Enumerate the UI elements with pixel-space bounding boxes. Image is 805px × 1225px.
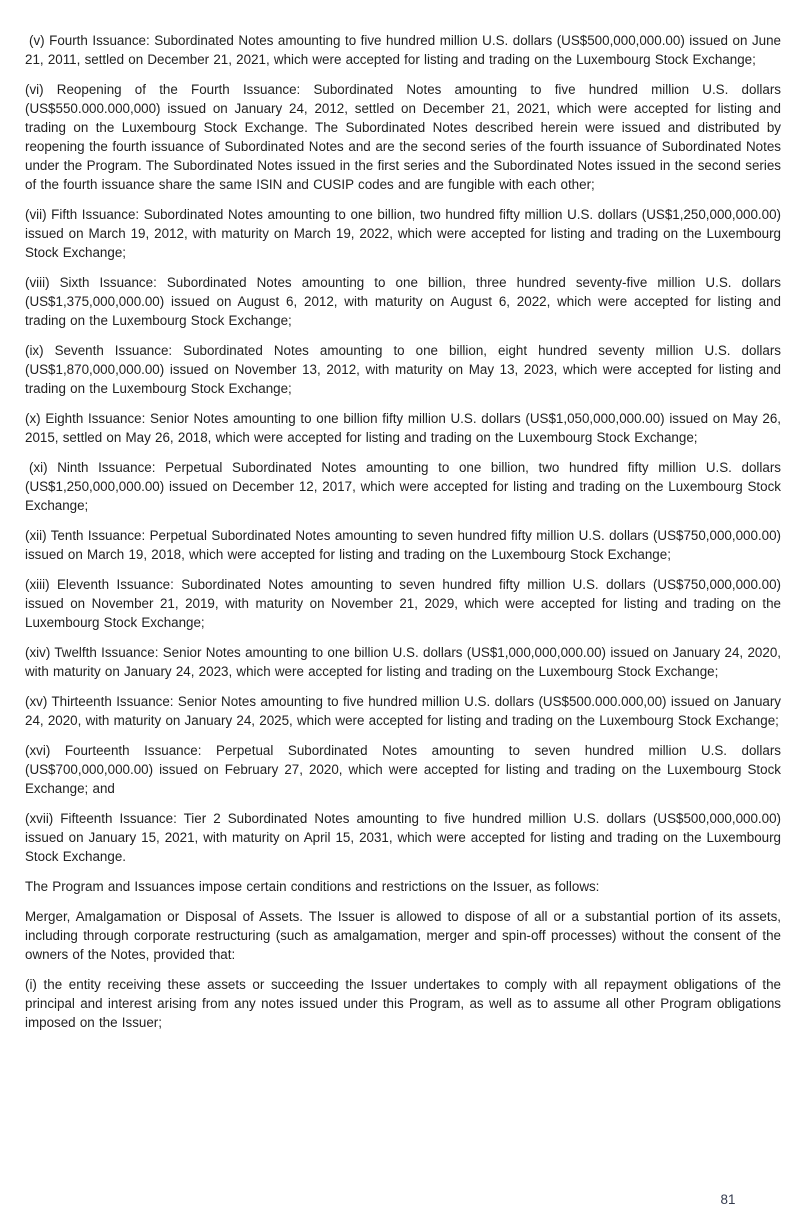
paragraph-issuance-xi: (xi) Ninth Issuance: Perpetual Subordinated Notes amounting to one billion, two hundred fifty million U.S. dollars (US$1,250,000,000.00) issued on December 12, 2017, which were accepted for listing and trading on the Luxembourg Stock Exchange;	[25, 460, 781, 513]
paragraph-issuance-vi: (vi) Reopening of the Fourth Issuance: Subordinated Notes amounting to five hundred million U.S. dollars (US$550.000.000,000) issued on January 24, 2012, settled on December 21, 2021, which were accepted for listing and trading on the Luxembourg Stock Exchange. The Subordinated Notes described herein were issued and distributed by reopening the fourth issuance of Subordinated Notes and are the second series of the fourth issuance of Subordinated Notes under the Program. The Subordinated Notes issued in the first series and the Subordinated Notes issued in the second series of the fourth issuance share the same ISIN and CUSIP codes and are fungible with each other;	[25, 82, 781, 192]
paragraph-issuance-xiv: (xiv) Twelfth Issuance: Senior Notes amounting to one billion U.S. dollars (US$1,000,000,000.00) issued on January 24, 2020, with maturity on January 24, 2023, which were accepted for listing and trading on the Luxembourg Stock Exchange;	[25, 645, 781, 679]
paragraph-issuance-viii: (viii) Sixth Issuance: Subordinated Notes amounting to one billion, three hundred seventy-five million U.S. dollars (US$1,375,000,000.00) issued on August 6, 2012, with maturity on August 6, 2022, which were accepted for listing and trading on the Luxembourg Stock Exchange;	[25, 275, 781, 328]
paragraph-issuance-ix: (ix) Seventh Issuance: Subordinated Notes amounting to one billion, eight hundred seventy million U.S. dollars (US$1,870,000,000.00) issued on November 13, 2012, with maturity on May 13, 2023, which were accepted for listing and trading on the Luxembourg Stock Exchange;	[25, 343, 781, 396]
paragraph-program-intro: The Program and Issuances impose certain conditions and restrictions on the Issuer, as follows:	[25, 879, 600, 894]
paragraph-issuance-xv: (xv) Thirteenth Issuance: Senior Notes amounting to five hundred million U.S. dollars (US$500.000.000,00) issued on January 24, 2020, with maturity on January 24, 2025, which were accepted for listing and trading on the Luxembourg Stock Exchange;	[25, 694, 781, 728]
paragraph-issuance-xvii: (xvii) Fifteenth Issuance: Tier 2 Subordinated Notes amounting to five hundred million U.S. dollars (US$500,000,000.00) issued on January 15, 2021, with maturity on April 15, 2031, which were accepted for listing and trading on the Luxembourg Stock Exchange.	[25, 811, 781, 864]
paragraph-condition-i: (i) the entity receiving these assets or succeeding the Issuer undertakes to comply with all repayment obligations of the principal and interest arising from any notes issued under this Program, as well as to assume all other Program obligations imposed on the Issuer;	[25, 977, 781, 1030]
page-number: 81	[720, 1192, 736, 1207]
paragraph-issuance-xii: (xii) Tenth Issuance: Perpetual Subordinated Notes amounting to seven hundred fifty million U.S. dollars (US$750,000,000.00) issued on March 19, 2018, which were accepted for listing and trading on the Luxembourg Stock Exchange;	[25, 528, 781, 562]
paragraph-issuance-xiii: (xiii) Eleventh Issuance: Subordinated Notes amounting to seven hundred fifty million U.S. dollars (US$750,000,000.00) issued on November 21, 2019, with maturity on November 21, 2029, which were accepted for listing and trading on the Luxembourg Stock Exchange;	[25, 577, 781, 630]
paragraph-issuance-xvi: (xvi) Fourteenth Issuance: Perpetual Subordinated Notes amounting to seven hundred million U.S. dollars (US$700,000,000.00) issued on February 27, 2020, which were accepted for listing and trading on the Luxembourg Stock Exchange; and	[25, 743, 781, 796]
paragraph-issuance-vii: (vii) Fifth Issuance: Subordinated Notes amounting to one billion, two hundred fifty million U.S. dollars (US$1,250,000,000.00) issued on March 19, 2012, with maturity on March 19, 2022, which were accepted for listing and trading on the Luxembourg Stock Exchange;	[25, 207, 781, 260]
paragraph-issuance-v: (v) Fourth Issuance: Subordinated Notes amounting to five hundred million U.S. dollars (US$500,000,000.00) issued on June 21, 2011, settled on December 21, 2021, which were accepted for listing and trading on the Luxembourg Stock Exchange;	[25, 33, 781, 67]
paragraph-merger-clause: Merger, Amalgamation or Disposal of Assets. The Issuer is allowed to dispose of all or a substantial portion of its assets, including through corporate restructuring (such as amalgamation, merger and spin-off processes) without the consent of the owners of the Notes, provided that:	[25, 909, 781, 962]
paragraph-issuance-x: (x) Eighth Issuance: Senior Notes amounting to one billion fifty million U.S. dollars (US$1,050,000,000.00) issued on May 26, 2015, settled on May 26, 2018, which were accepted for listing and trading on the Luxembourg Stock Exchange;	[25, 411, 781, 445]
